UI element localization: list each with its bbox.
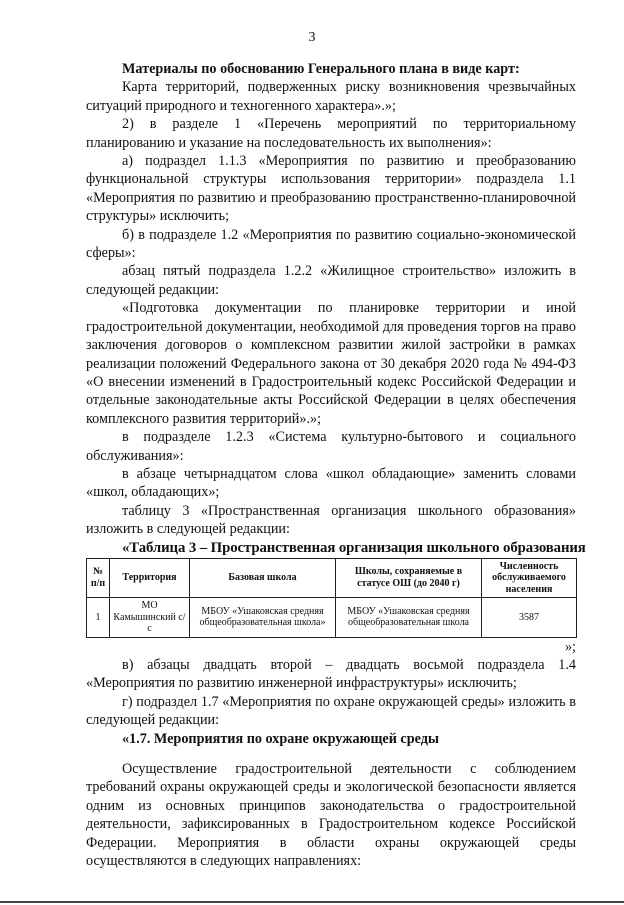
paragraph: Карта территорий, подверженных риску возникновения чрезвычайных ситуаций природного и техногенного характера».»; <box>86 79 576 114</box>
table-cell: МБОУ «Ушаковская средняя общеобразовательная школа» <box>190 598 336 638</box>
table-cell: МО Камышинский с/с <box>110 598 190 638</box>
page-bottom-edge <box>0 901 624 903</box>
table-row <box>87 598 577 638</box>
table-header: № п/п <box>87 558 110 598</box>
table-header: Школы, сохраняемые в статусе ОШ (до 2040 г) <box>336 558 482 598</box>
paragraph: Осуществление градостроительной деятельности с соблюдением требований охраны окружающей среды и экологической безопасности является одним из основных принципов законодательства о градостроительной деятельности, зафиксированных в Градостроительном кодексе Российской Федерации. Мероприятия в области охраны окружающей среды осуществляются в следующих направлениях: <box>86 761 576 870</box>
table-header: Базовая школа <box>190 558 336 598</box>
paragraph: абзац пятый подраздела 1.2.2 «Жилищное строительство» изложить в следующей редакции: <box>86 263 576 298</box>
subsection-heading: «1.7. Мероприятия по охране окружающей среды <box>122 730 439 747</box>
paragraph: «Подготовка документации по планировке территории и иной градостроительной документации, необходимой для проведения торгов на право заключения договоров о комплексном развитии жилой застройки в рамках реализации положений Федерального закона от 30 декабря 2020 года № 494-ФЗ «О внесении изменений в Градостроительный кодекс Российской Федерации и отдельные законодательные акты Российской Федерации в целях обеспечения комплексного развития территорий».»; <box>86 300 576 427</box>
paragraph: а) подраздел 1.1.3 «Мероприятия по развитию и преобразованию функциональной структуры использования территории» подраздела 1.1 «Мероприятия по развитию и преобразованию пространственно-планировочной структуры» исключить; <box>86 153 576 225</box>
paragraph: 2) в разделе 1 «Перечень мероприятий по территориальному планированию и указание на последовательность их выполнения»: <box>86 116 576 151</box>
spacer <box>86 748 576 760</box>
paragraph: в подразделе 1.2.3 «Система культурно-бытового и социального обслуживания»: <box>86 429 576 464</box>
section-heading-maps: Материалы по обоснованию Генерального плана в виде карт: <box>122 61 520 77</box>
table-header: Численность обслуживаемого населения <box>482 558 577 598</box>
table-header: Территория <box>110 558 190 598</box>
page-number: 3 <box>308 30 316 45</box>
table-cell: МБОУ «Ушаковская средняя общеобразовательная школа <box>336 598 482 638</box>
paragraph: в абзаце четырнадцатом слова «школ обладающие» заменить словами «школ, обладающих»; <box>86 465 576 501</box>
schools-table <box>86 558 577 638</box>
table-header-row <box>87 558 577 598</box>
table-cell: 1 <box>87 598 110 638</box>
table-cell: 3587 <box>482 598 577 638</box>
paragraph: б) в подразделе 1.2 «Мероприятия по развитию социально-экономической сферы»: <box>86 226 576 262</box>
paragraph: г) подраздел 1.7 «Мероприятия по охране окружающей среды» изложить в следующей редакции: <box>86 693 576 729</box>
paragraph: в) абзацы двадцать второй – двадцать восьмой подраздела 1.4 «Мероприятия по развитию инженерной инфраструктуры» исключить; <box>86 656 576 692</box>
table-caption: «Таблица 3 – Пространственная организация школьного образования <box>122 539 586 556</box>
table-closing-quote: »; <box>564 638 576 655</box>
document-body <box>86 60 586 870</box>
paragraph: таблицу 3 «Пространственная организация школьного образования» изложить в следующей редакции: <box>86 502 576 538</box>
